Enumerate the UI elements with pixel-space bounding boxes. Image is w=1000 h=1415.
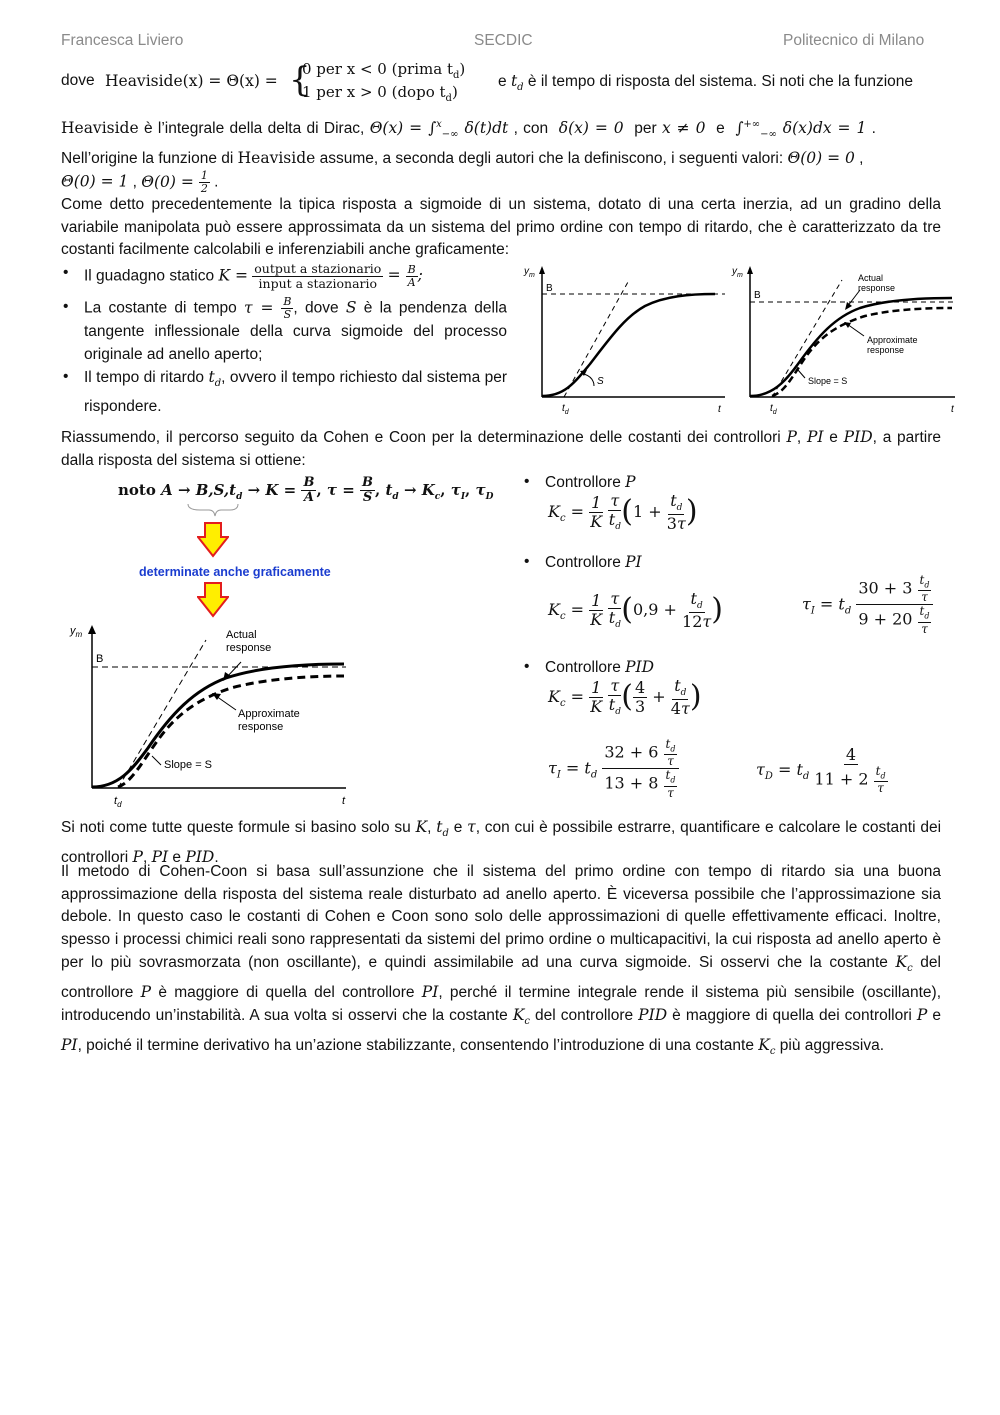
dove-text: dove — [61, 72, 95, 89]
paragraph-cohen-coon: Riassumendo, il percorso seguito da Cohen e Coon per la determinazione delle costanti dei controllori P, PI e PID, a partire dalla risposta del sistema si ottiene: — [61, 428, 941, 469]
heaviside-integral: Heaviside è l’integrale della delta di Dirac, Θ(x) = ∫$^x_{-\infty}$ δ(t)dt , con δ(x) = 0 per x ≠ 0 e $\int^{+\infty}_{-\infty}$ δ(x)dx = 1 . Nell’origine la funzione di Heaviside assume, a seconda degli autori che la definiscono, i seguenti valori: Θ(0) = 0 , Θ(0) = 1 , Θ(0) = $\frac{1}{2}$ . — [61, 119, 876, 196]
flow-formula: noto $A \to B,S,t_d \to K$ = $\frac{B}{A}$ , τ = $\frac{B}{S}$ , $t_d \to K_c$, $\tau_I$, $\tau_D$ — [118, 475, 494, 506]
sigmoid-graph — [520, 262, 735, 420]
t-label: t — [718, 404, 721, 415]
t-label-3: t — [342, 795, 346, 807]
t-label-2: t — [951, 404, 954, 415]
approx-label-2: response — [867, 345, 905, 355]
slope-label-3: Slope = S — [164, 759, 213, 771]
b-label-3: B — [96, 653, 104, 665]
actual-label: Actual — [858, 273, 884, 283]
s-label: S — [597, 376, 604, 387]
approx-label-3: Approximate — [238, 708, 300, 720]
header-author: Francesca Liviero — [61, 32, 184, 49]
controller-pid-title: • Controllore PID — [522, 656, 654, 680]
heaviside-definition — [61, 58, 941, 106]
slope-label: Slope = S — [808, 376, 848, 386]
actual-vs-approx-graph-large — [66, 620, 356, 814]
approx-label: Approximate — [867, 335, 918, 345]
case-2: 1 per x > 0 (dopo $t_d$) — [302, 83, 458, 104]
ym-label-3: $y_m$ — [70, 625, 83, 639]
actual-label-3b: response — [226, 642, 272, 654]
paragraph-sigmoid: Come detto precedentemente la tipica risposta a sigmoide di un sistema, dotato di una certa inerzia, ad un gradino della variabile manipolata può essere approssimata da un sistema del primo ordine con tempo di ritardo, che è caratterizzato da tre costanti facilmente calcolabili e inferenziabili anche graficamente: — [61, 196, 941, 258]
header-university: Politecnico di Milano — [783, 32, 925, 49]
actual-label-2: response — [858, 283, 896, 293]
case-1: 0 per x < 0 (prima $t_d$) — [302, 60, 466, 81]
brace: { — [289, 60, 311, 100]
paragraph-formulas-note: Si noti come tutte queste formule si basino solo su K, $t_d$ e τ, con cui è possibile estrarre, quantificare e calcolare le costanti dei controllori P, PI e PID. — [61, 818, 942, 866]
td-label-3: $t_d$ — [114, 795, 122, 809]
eq-pid-taui: $\tau_I = t_d$ 32 + 6 $\frac{t_d}{\tau}$ 13 + 8 $\frac{t_d}{\tau}$ — [548, 738, 679, 800]
td-response-text: e $t_d$ è il tempo di risposta del sistema. Si noti che la funzione — [498, 72, 914, 94]
header-course: SECDIC — [474, 32, 533, 49]
paragraph-method-discussion: Il metodo di Cohen-Coon si basa sull’assunzione che il sistema del primo ordine con tempo di ritardo sia una buona approssimazione della risposta del sistema reale disturbato ad anello aperto. È viceversa possibile che l’approssimazione sia debole. In questo caso le costanti di Cohen e Coon sono solo delle approssimazioni di quelle effettivamente efficaci. Inoltre, spesso i processi chimici reali sono rappresentati da sistemi del primo ordine o multicapacitivi, la cui risposta ad anello aperto è per lo più sovrasmorzata (non oscillante), e quindi assimilabile ad una curva sigmoide. Si osservi che la costante $K_c$ del controllore P è maggiore di quella del controllore PI, perché il termine integrale rende il sistema più sensibile (oscillante), introducendo un’instabilità. A sua volta si osservi che la costante $K_c$ del controllore PID è maggiore di quella dei controllori P e PI, poiché il termine derivativo ha un’azione stabilizzante, consentendo l’introduzione di una costante $K_c$ più aggressiva. — [61, 863, 941, 1057]
td-label-2: $t_d$ — [770, 403, 777, 416]
heaviside-lhs: Heaviside(x) = Θ(x) = — [105, 72, 278, 90]
curly-brace — [185, 500, 245, 520]
bullet-list — [61, 262, 507, 418]
down-arrow-1 — [197, 522, 229, 558]
controller-p-title: • Controllore P — [522, 471, 636, 495]
actual-label-3: Actual — [226, 629, 257, 641]
b-label: B — [546, 283, 553, 294]
td-label: $t_d$ — [562, 403, 569, 416]
eq-pi-kc: $K_c$ = $\frac{1}{K}$ $\frac{\tau}{t_d}$ (0,9 + $\frac{t_d}{12\tau}$ ) — [548, 589, 723, 632]
actual-vs-approx-graph — [730, 262, 960, 420]
controller-pi-title: • Controllore PI — [522, 551, 642, 575]
list-item-gain: • Il guadagno statico K = $\frac{\text{output a stazionario}}{\text{input a stazionario}}$ = $\frac{B}{A}$ ; — [61, 262, 507, 296]
eq-pid-taud: $\tau_D = t_d$ 4 11 + 2 $\frac{t_d}{\tau}$ — [756, 745, 886, 795]
approx-label-3b: response — [238, 721, 284, 733]
eq-pi-taui: $\tau_I = t_d$ 30 + 3 $\frac{t_d}{\tau}$ 9 + 20 $\frac{t_d}{\tau}$ — [802, 574, 933, 636]
b-label-2: B — [754, 290, 761, 301]
ym-label: $y_m$ — [524, 266, 535, 279]
list-item-delay: • Il tempo di ritardo $t_d$, ovvero il tempo richiesto dal sistema per rispondere. — [61, 366, 507, 418]
determinate-label: determinate anche graficamente — [139, 565, 331, 579]
eq-p-kc: $K_c$ = $\frac{1}{K}$ $\frac{\tau}{t_d}$ (1 + $\frac{t_d}{3\tau}$ ) — [548, 491, 698, 534]
eq-pid-kc: $K_c$ = $\frac{1}{K}$ $\frac{\tau}{t_d}$ ( $\frac{4}{3}$ + $\frac{t_d}{4\tau}$ ) — [548, 676, 702, 719]
down-arrow-2 — [197, 582, 229, 618]
ym-label-2: $y_m$ — [732, 266, 743, 279]
list-item-time-constant: • La costante di tempo τ = $\frac{B}{S}$ , dove S è la pendenza della tangente inflessionale della curva sigmoide del processo originale ad anello aperto; — [61, 296, 507, 366]
